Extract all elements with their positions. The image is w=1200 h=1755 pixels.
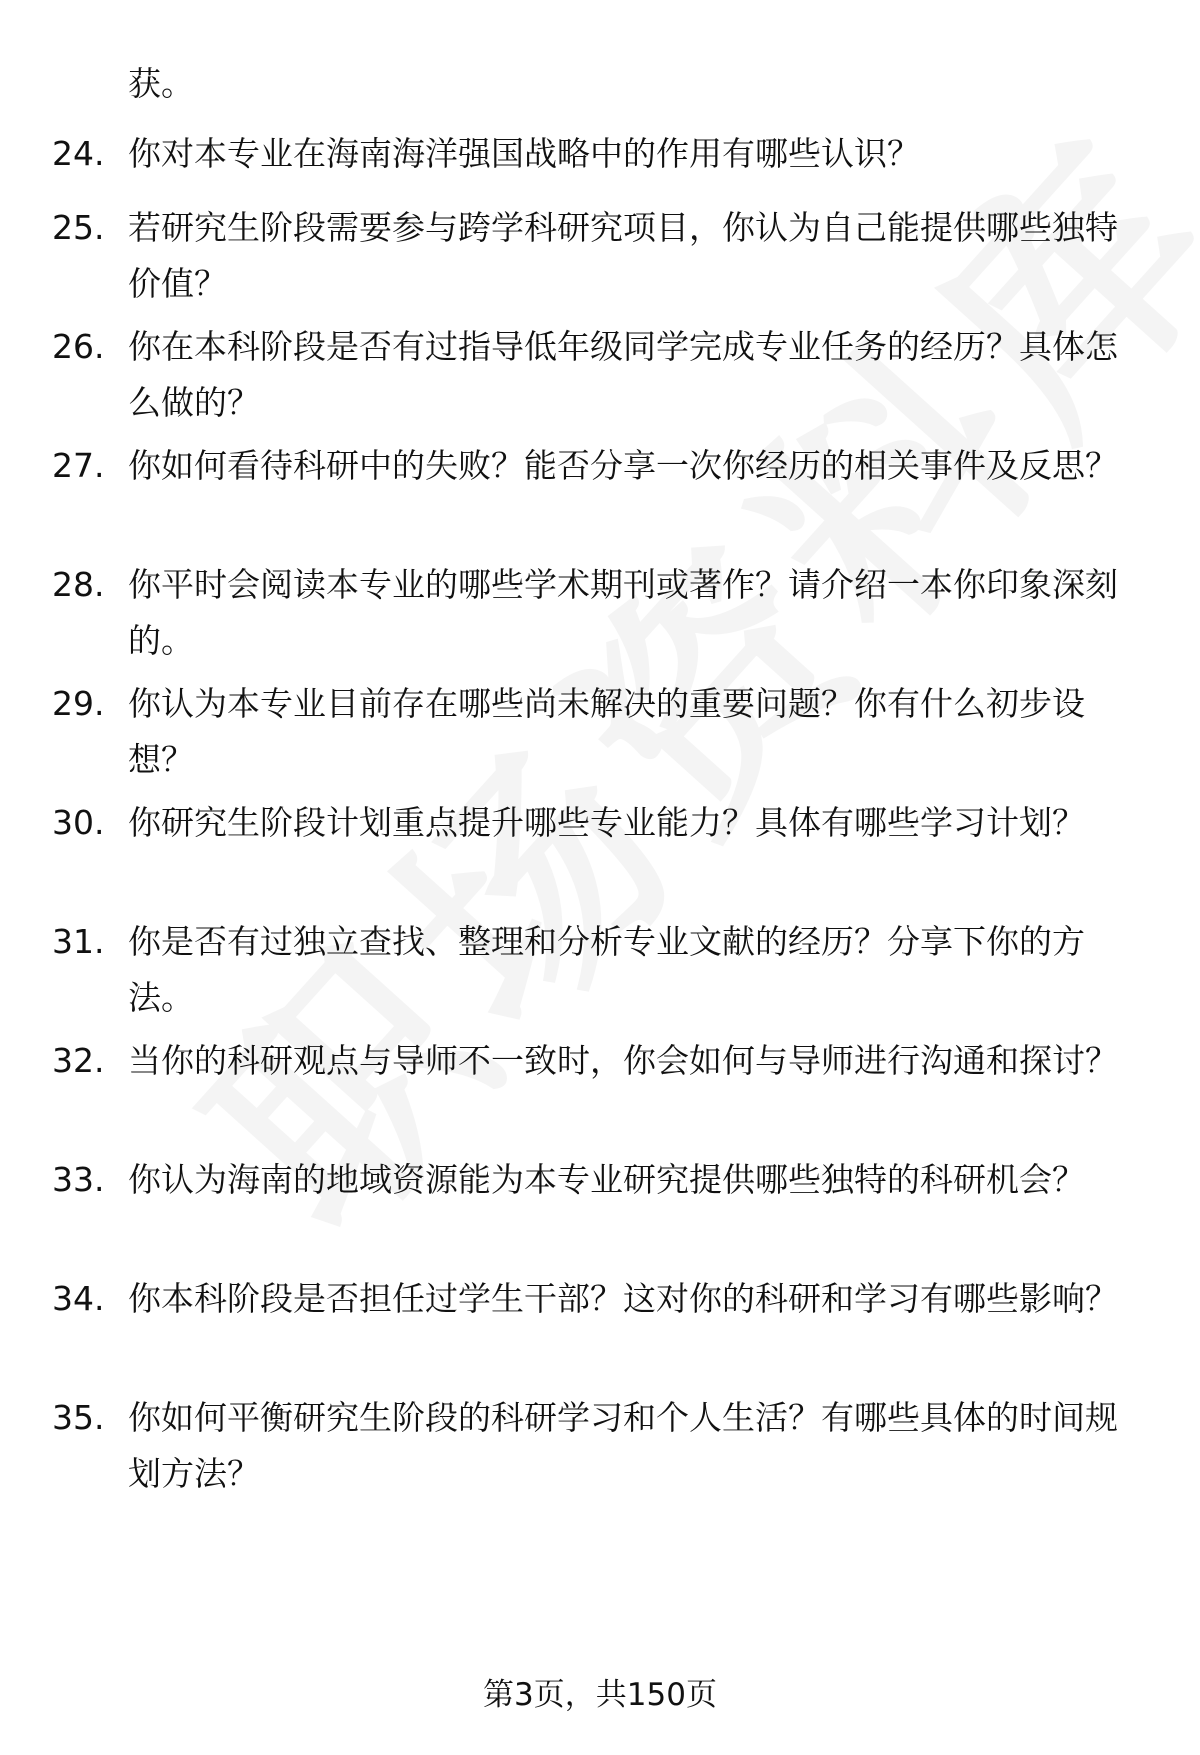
question-text: 你如何看待科研中的失败？能否分享一次你经历的相关事件及反思？ bbox=[128, 446, 1118, 485]
question-text: 你对本专业在海南海洋强国战略中的作用有哪些认识？ bbox=[128, 134, 920, 173]
question-text: 你如何平衡研究生阶段的科研学习和个人生活？有哪些具体的时间规划方法？ bbox=[128, 1398, 1118, 1493]
page-footer: 第3页，共150页 bbox=[483, 1677, 717, 1713]
question-number: 32. bbox=[52, 1041, 105, 1080]
question-text: 你是否有过独立查找、整理和分析专业文献的经历？分享下你的方法。 bbox=[128, 922, 1085, 1017]
question-number: 27. bbox=[52, 446, 105, 485]
question-number: 31. bbox=[52, 922, 105, 961]
question-number: 30. bbox=[52, 803, 105, 842]
question-number: 24. bbox=[52, 134, 105, 173]
question-text: 你平时会阅读本专业的哪些学术期刊或著作？请介绍一本你印象深刻的。 bbox=[128, 565, 1118, 660]
question-text: 若研究生阶段需要参与跨学科研究项目，你认为自己能提供哪些独特价值？ bbox=[128, 208, 1118, 303]
question-text: 你认为海南的地域资源能为本专业研究提供哪些独特的科研机会？ bbox=[128, 1160, 1085, 1199]
question-number: 28. bbox=[52, 565, 105, 604]
question-text: 你认为本专业目前存在哪些尚未解决的重要问题？你有什么初步设想？ bbox=[128, 684, 1085, 779]
question-number: 29. bbox=[52, 684, 105, 723]
question-number: 26. bbox=[52, 327, 105, 366]
continuation-text: 获。 bbox=[128, 64, 194, 103]
question-text: 你研究生阶段计划重点提升哪些专业能力？具体有哪些学习计划？ bbox=[128, 803, 1085, 842]
question-number: 35. bbox=[52, 1398, 105, 1437]
question-text: 你在本科阶段是否有过指导低年级同学完成专业任务的经历？具体怎么做的？ bbox=[128, 327, 1118, 422]
question-number: 34. bbox=[52, 1279, 105, 1318]
question-number: 33. bbox=[52, 1160, 105, 1199]
question-text: 当你的科研观点与导师不一致时，你会如何与导师进行沟通和探讨？ bbox=[128, 1041, 1118, 1080]
question-text: 你本科阶段是否担任过学生干部？这对你的科研和学习有哪些影响？ bbox=[128, 1279, 1118, 1318]
question-number: 25. bbox=[52, 208, 105, 247]
